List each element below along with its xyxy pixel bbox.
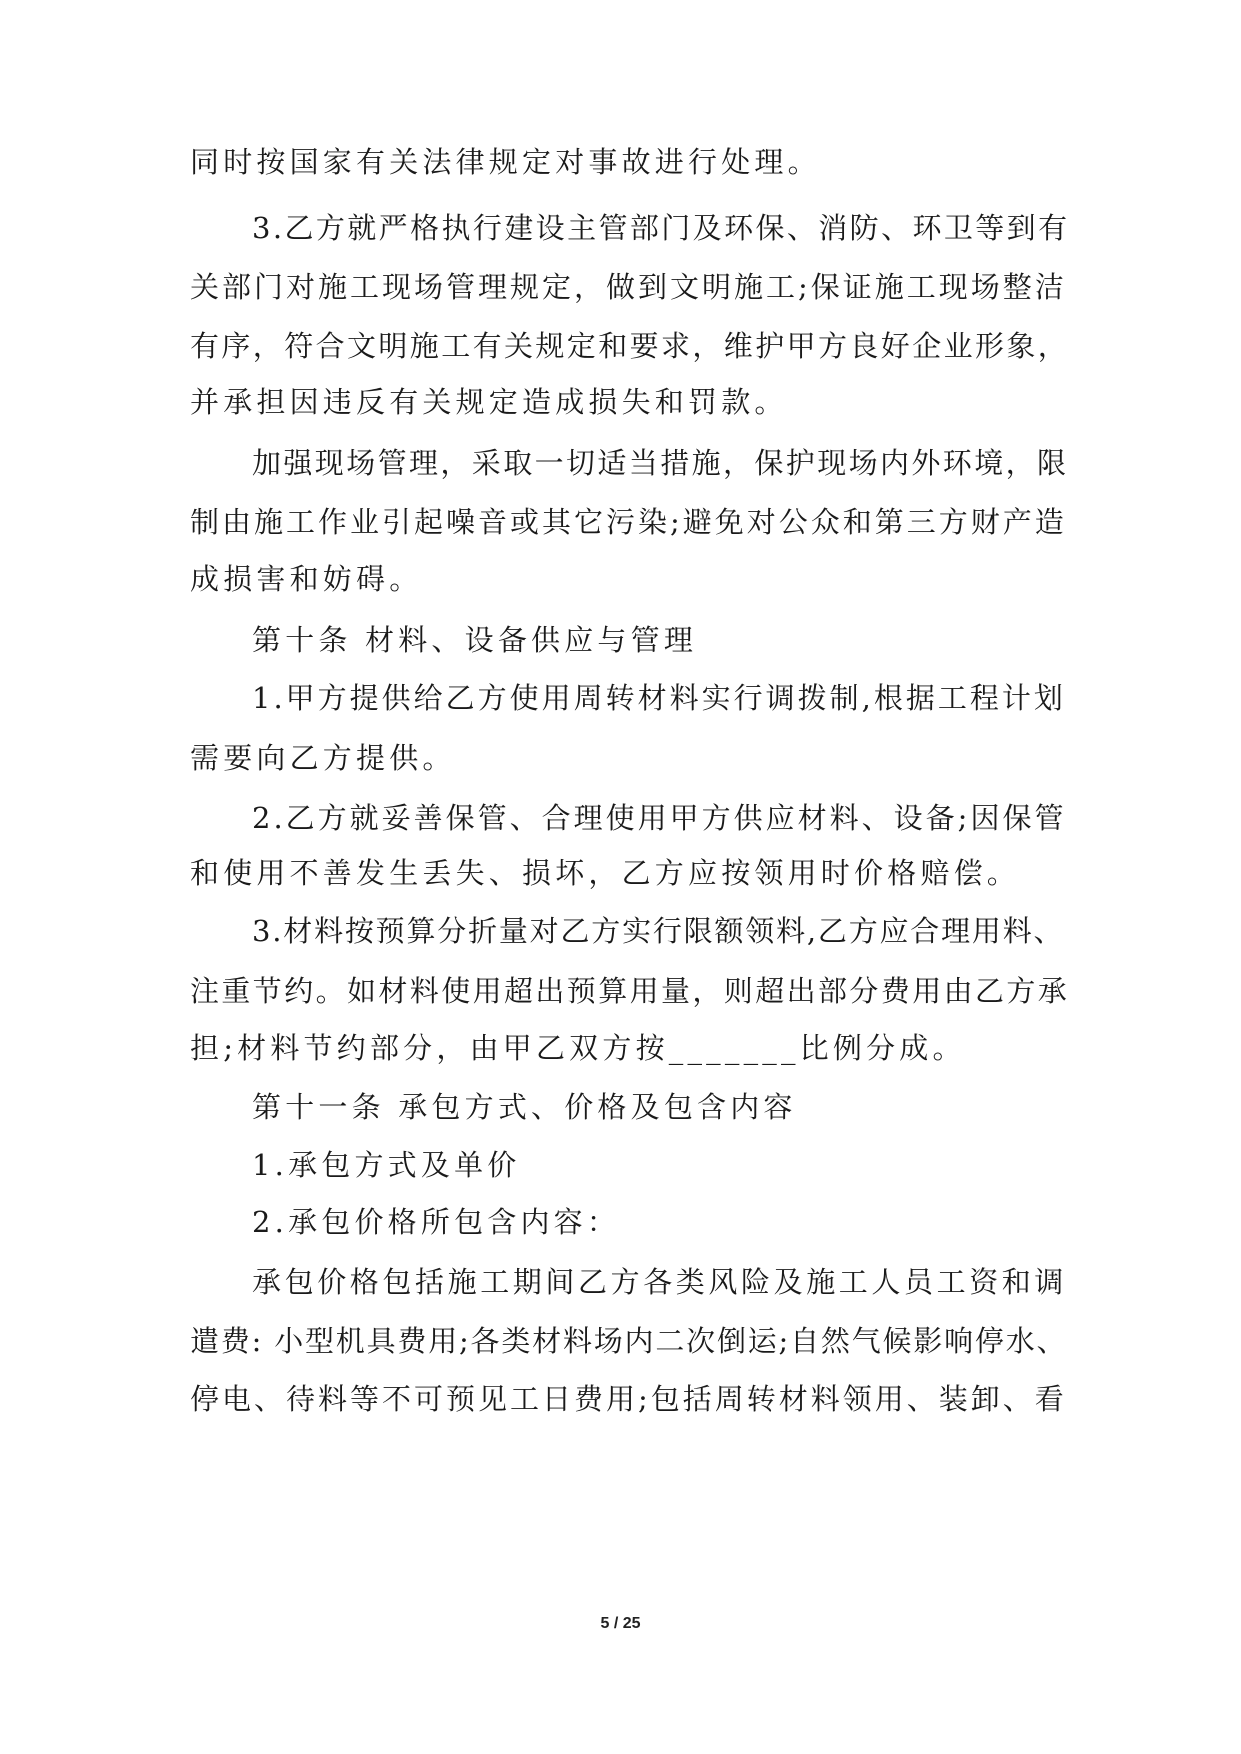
text-line: 3.乙方就严格执行建设主管部门及环保、消防、环卫等到有 bbox=[252, 211, 1070, 245]
text-line: 注重节约。如材料使用超出预算用量，则超出部分费用由乙方承 bbox=[190, 974, 1070, 1008]
text-line: 关部门对施工现场管理规定，做到文明施工;保证施工现场整洁 bbox=[190, 270, 1067, 304]
text-line: 加强现场管理，采取一切适当措施，保护现场内外环境，限 bbox=[252, 446, 1069, 480]
page-number: 5 / 25 bbox=[600, 1615, 641, 1632]
text-line: 担;材料节约部分，由甲乙双方按_______比例分成。 bbox=[190, 1031, 966, 1065]
text-line: 2.承包价格所包含内容： bbox=[252, 1205, 621, 1239]
text-line: 有序，符合文明施工有关规定和要求，维护甲方良好企业形象， bbox=[190, 329, 1070, 363]
text-line: 同时按国家有关法律规定对事故进行处理。 bbox=[190, 145, 821, 179]
text-line: 需要向乙方提供。 bbox=[190, 741, 456, 775]
text-line: 3.材料按预算分折量对乙方实行限额领料,乙方应合理用料、 bbox=[252, 914, 1065, 948]
text-line: 遣费: 小型机具费用;各类材料场内二次倒运;自然气候影响停水、 bbox=[190, 1324, 1068, 1358]
text-line: 制由施工作业引起噪音或其它污染;避免对公众和第三方财产造 bbox=[190, 505, 1067, 539]
section-heading: 第十条 材料、设备供应与管理 bbox=[252, 623, 698, 657]
text-line: 1.甲方提供给乙方使用周转材料实行调拨制,根据工程计划 bbox=[252, 681, 1066, 715]
section-heading: 第十一条 承包方式、价格及包含内容 bbox=[252, 1090, 797, 1124]
text-line: 承包价格包括施工期间乙方各类风险及施工人员工资和调 bbox=[252, 1265, 1068, 1299]
text-line: 并承担因违反有关规定造成损失和罚款。 bbox=[190, 385, 788, 419]
text-line: 和使用不善发生丢失、损坏，乙方应按领用时价格赔偿。 bbox=[190, 856, 1021, 890]
text-line: 成损害和妨碍。 bbox=[190, 562, 423, 596]
text-line: 停电、待料等不可预见工日费用;包括周转材料领用、装卸、看 bbox=[190, 1382, 1067, 1416]
text-line: 1.承包方式及单价 bbox=[252, 1148, 521, 1182]
text-line: 2.乙方就妥善保管、合理使用甲方供应材料、设备;因保管 bbox=[252, 801, 1067, 835]
